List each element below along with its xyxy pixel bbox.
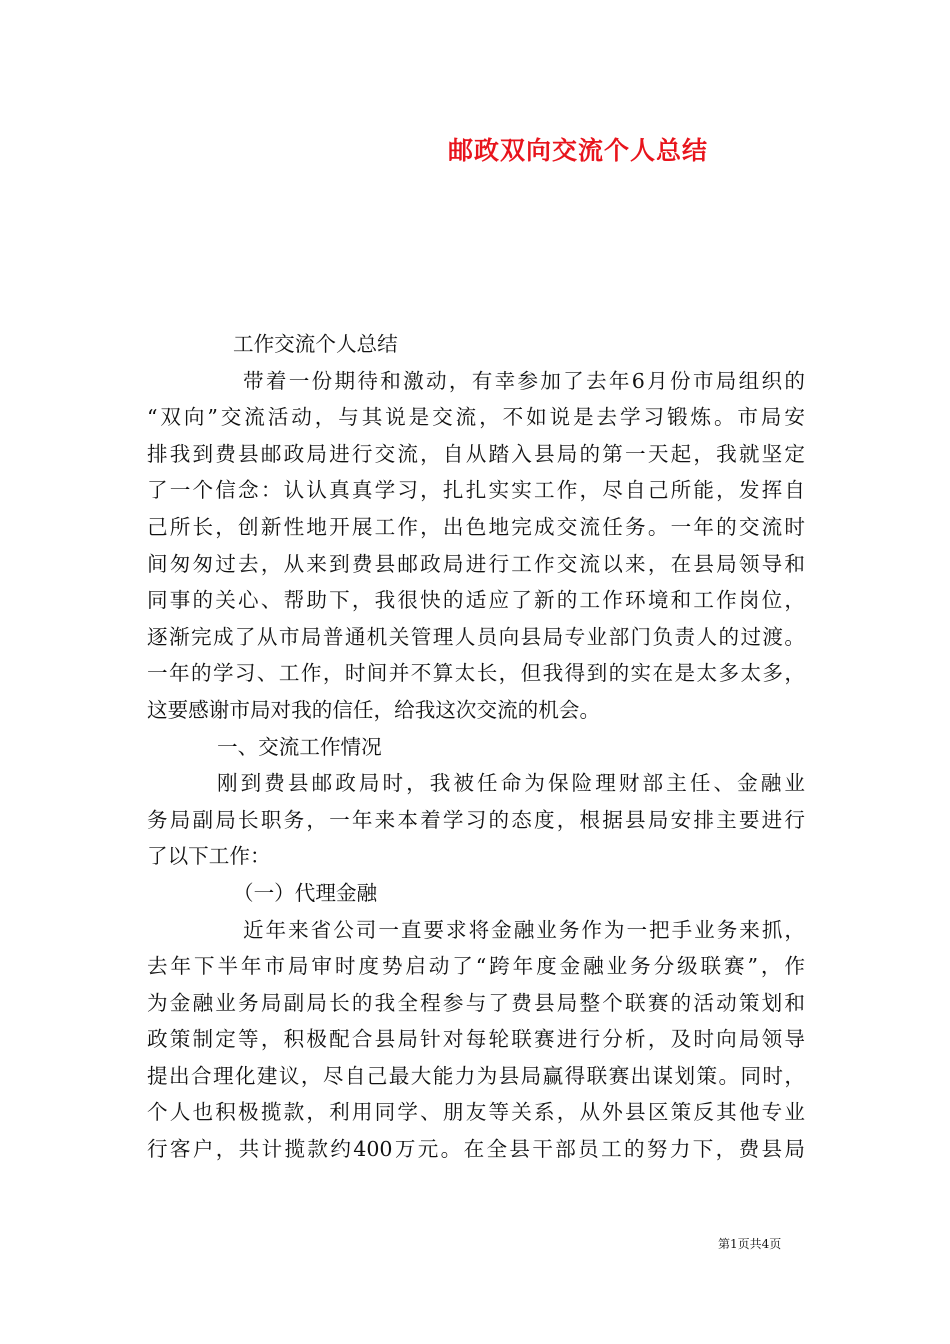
body-line: 政策制定等，积极配合县局针对每轮联赛进行分析，及时向局领导 [147, 1027, 805, 1052]
body-line: 工作交流个人总结 [233, 332, 398, 356]
body-line: 去年下半年市局审时度势启动了“跨年度金融业务分级联赛”，作 [147, 954, 805, 979]
body-line: 提出合理化建议，尽自己最大能力为县局赢得联赛出谋划策。同时， [147, 1063, 805, 1088]
body-line: 务局副局长职务，一年来本着学习的态度，根据县局安排主要进行 [147, 807, 805, 832]
body-line: 了以下工作： [147, 844, 271, 869]
body-line: 己所长，创新性地开展工作，出色地完成交流任务。一年的交流时 [147, 514, 805, 539]
body-line: 排我到费县邮政局进行交流，自从踏入县局的第一天起，我就坚定 [147, 441, 805, 466]
body-line: 近年来省公司一直要求将金融业务作为一把手业务来抓， [243, 917, 805, 942]
body-line: 一年的学习、工作，时间并不算太长，但我得到的实在是太多太多， [147, 661, 805, 686]
body-line: 逐渐完成了从市局普通机关管理人员向县局专业部门负责人的过渡。 [147, 624, 805, 649]
body-line: 带着一份期待和激动，有幸参加了去年6月份市局组织的 [243, 368, 805, 393]
body-line: “双向”交流活动，与其说是交流，不如说是去学习锻炼。市局安 [147, 405, 805, 430]
body-line: 行客户，共计揽款约400万元。在全县干部员工的努力下，费县局 [147, 1137, 805, 1162]
body-line: 同事的关心、帮助下，我很快的适应了新的工作环境和工作岗位， [147, 588, 805, 613]
body-line: 这要感谢市局对我的信任，给我这次交流的机会。 [147, 697, 601, 722]
body-line: （一）代理金融 [233, 880, 378, 905]
body-line: 刚到费县邮政局时，我被任命为保险理财部主任、金融业 [217, 771, 805, 796]
document-body [147, 326, 805, 1168]
body-line: 为金融业务局副局长的我全程参与了费县局整个联赛的活动策划和 [147, 990, 805, 1015]
body-line: 间匆匆过去，从来到费县邮政局进行工作交流以来，在县局领导和 [147, 551, 805, 576]
body-line: 个人也积极揽款，利用同学、朋友等关系，从外县区策反其他专业 [147, 1100, 805, 1125]
body-line: 了一个信念：认认真真学习，扎扎实实工作，尽自己所能，发挥自 [147, 478, 805, 503]
body-line: 一、交流工作情况 [217, 734, 382, 759]
document-title: 邮政双向交流个人总结 [448, 136, 709, 165]
page-number-footer: 第1页共4页 [718, 1237, 782, 1251]
